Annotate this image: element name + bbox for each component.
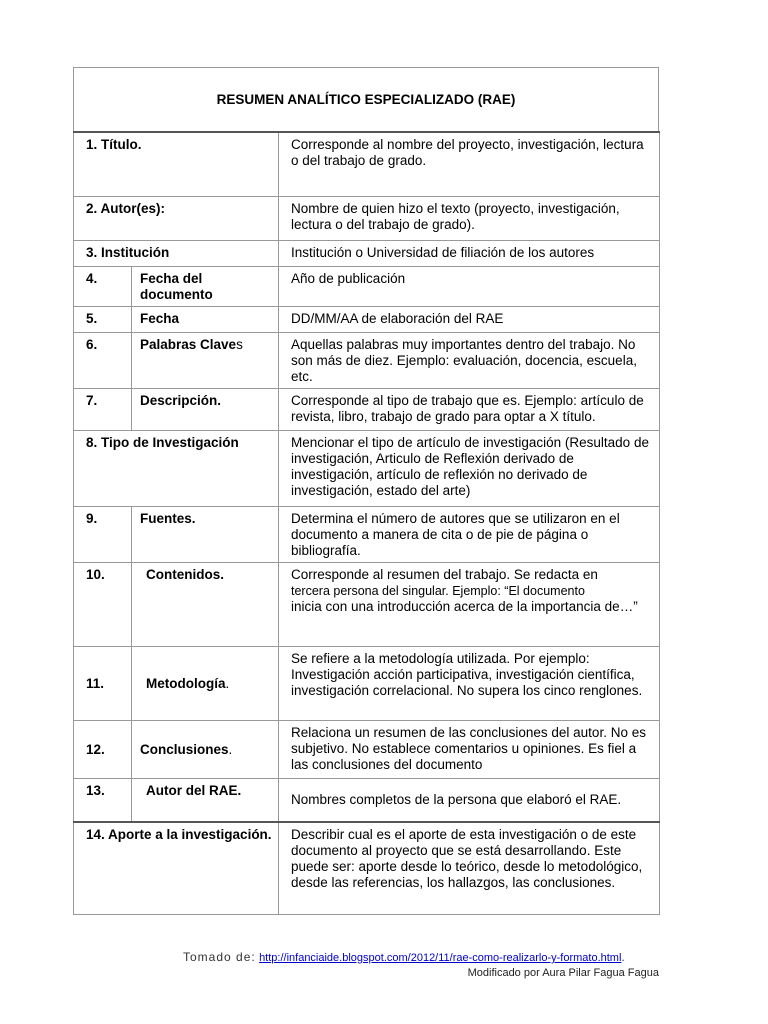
row-number: 10. <box>74 562 132 646</box>
row-label: 3. Institución <box>74 240 279 266</box>
row-label <box>132 646 279 720</box>
row-label: Fecha del documento <box>132 266 279 306</box>
row-label: 8. Tipo de Investigación <box>74 430 279 506</box>
row-description: Mencionar el tipo de artículo de investigación (Resultado de investigación, Articulo de Reflexión derivado de investigación, artículo de reflexión no derivado de investigación, estado del arte) <box>279 430 660 506</box>
description-line: inicia con una introducción acerca de la importancia de…” <box>291 598 638 614</box>
table-row <box>74 240 660 266</box>
row-label: Fuentes. <box>132 506 279 562</box>
row-description: Se refiere a la metodología utilizada. Por ejemplo: Investigación acción participativa, investigación científica, investigación correlacional. No supera los cinco renglones. <box>279 646 660 720</box>
description-line: Corresponde al resumen del trabajo. Se redacta en <box>291 566 598 582</box>
row-number: 4. <box>74 266 132 306</box>
row-label: Descripción. <box>132 388 279 430</box>
row-label: Autor del RAE. <box>132 778 279 822</box>
row-description: Relaciona un resumen de las conclusiones del autor. No es subjetivo. No establece comentarios u opiniones. Es fiel a las conclusiones del documento <box>279 720 660 778</box>
row-label: 1. Título. <box>74 132 279 196</box>
row-description: Nombres completos de la persona que elaboró el RAE. <box>279 778 660 822</box>
row-description: Determina el número de autores que se utilizaron en el documento a manera de cita o de pie de página o bibliografía. <box>279 506 660 562</box>
row-label-suffix: . <box>225 675 230 691</box>
table-row <box>74 430 660 506</box>
table-row <box>74 132 660 196</box>
table-row <box>74 778 660 822</box>
rae-table <box>73 131 660 915</box>
table-row <box>74 506 660 562</box>
table-row <box>74 306 660 332</box>
source-link[interactable]: http://infanciaide.blogspot.com/2012/11/rae-como-realizarlo-y-formato.html <box>259 952 622 964</box>
table-row <box>74 196 660 240</box>
row-number: 12. <box>74 720 132 778</box>
row-description: Institución o Universidad de filiación de los autores <box>279 240 660 266</box>
table-row <box>74 266 660 306</box>
row-label <box>132 332 279 388</box>
row-number: 5. <box>74 306 132 332</box>
row-label-text: Conclusiones <box>140 741 229 757</box>
table-row <box>74 822 660 914</box>
row-description: Corresponde al tipo de trabajo que es. Ejemplo: artículo de revista, libro, trabajo de grado para optar a X título. <box>279 388 660 430</box>
row-label-suffix: s <box>236 336 243 352</box>
table-row <box>74 388 660 430</box>
row-number: 11. <box>74 646 132 720</box>
row-label: Fecha <box>132 306 279 332</box>
source-note <box>183 950 625 964</box>
row-number: 9. <box>74 506 132 562</box>
source-label: Tomado de: <box>183 950 256 964</box>
rae-document <box>73 67 659 915</box>
row-description: Año de publicación <box>279 266 660 306</box>
row-label: 2. Autor(es): <box>74 196 279 240</box>
table-row <box>74 646 660 720</box>
row-label: 14. Aporte a la investigación. <box>74 822 279 914</box>
table-row <box>74 720 660 778</box>
description-line: tercera persona del singular. Ejemplo: “El documento <box>291 583 585 598</box>
row-label: Contenidos. <box>132 562 279 646</box>
row-number: 6. <box>74 332 132 388</box>
row-label-text: Palabras Clave <box>140 336 237 352</box>
row-description: DD/MM/AA de elaboración del RAE <box>279 306 660 332</box>
row-label <box>132 720 279 778</box>
row-description: Describir cual es el aporte de esta investigación o de este documento al proyecto que se está desarrollando. Este puede ser: aporte desde lo teórico, desde lo metodológico, desde las referencias, los hallazgos, las conclusiones. <box>279 822 660 914</box>
document-title: RESUMEN ANALÍTICO ESPECIALIZADO (RAE) <box>73 67 659 131</box>
row-description <box>279 562 660 646</box>
row-description: Aquellas palabras muy importantes dentro del trabajo. No son más de diez. Ejemplo: evaluación, docencia, escuela, etc. <box>279 332 660 388</box>
row-label-suffix: . <box>228 741 233 757</box>
row-description: Nombre de quien hizo el texto (proyecto, investigación, lectura o del trabajo de grado). <box>279 196 660 240</box>
table-row <box>74 332 660 388</box>
row-description: Corresponde al nombre del proyecto, investigación, lectura o del trabajo de grado. <box>279 132 660 196</box>
source-period: . <box>621 950 625 964</box>
row-number: 7. <box>74 388 132 430</box>
modified-by-note: Modificado por Aura Pilar Fagua Fagua <box>467 967 659 979</box>
table-row <box>74 562 660 646</box>
row-label-text: Metodología <box>146 675 226 691</box>
row-number: 13. <box>74 778 132 822</box>
